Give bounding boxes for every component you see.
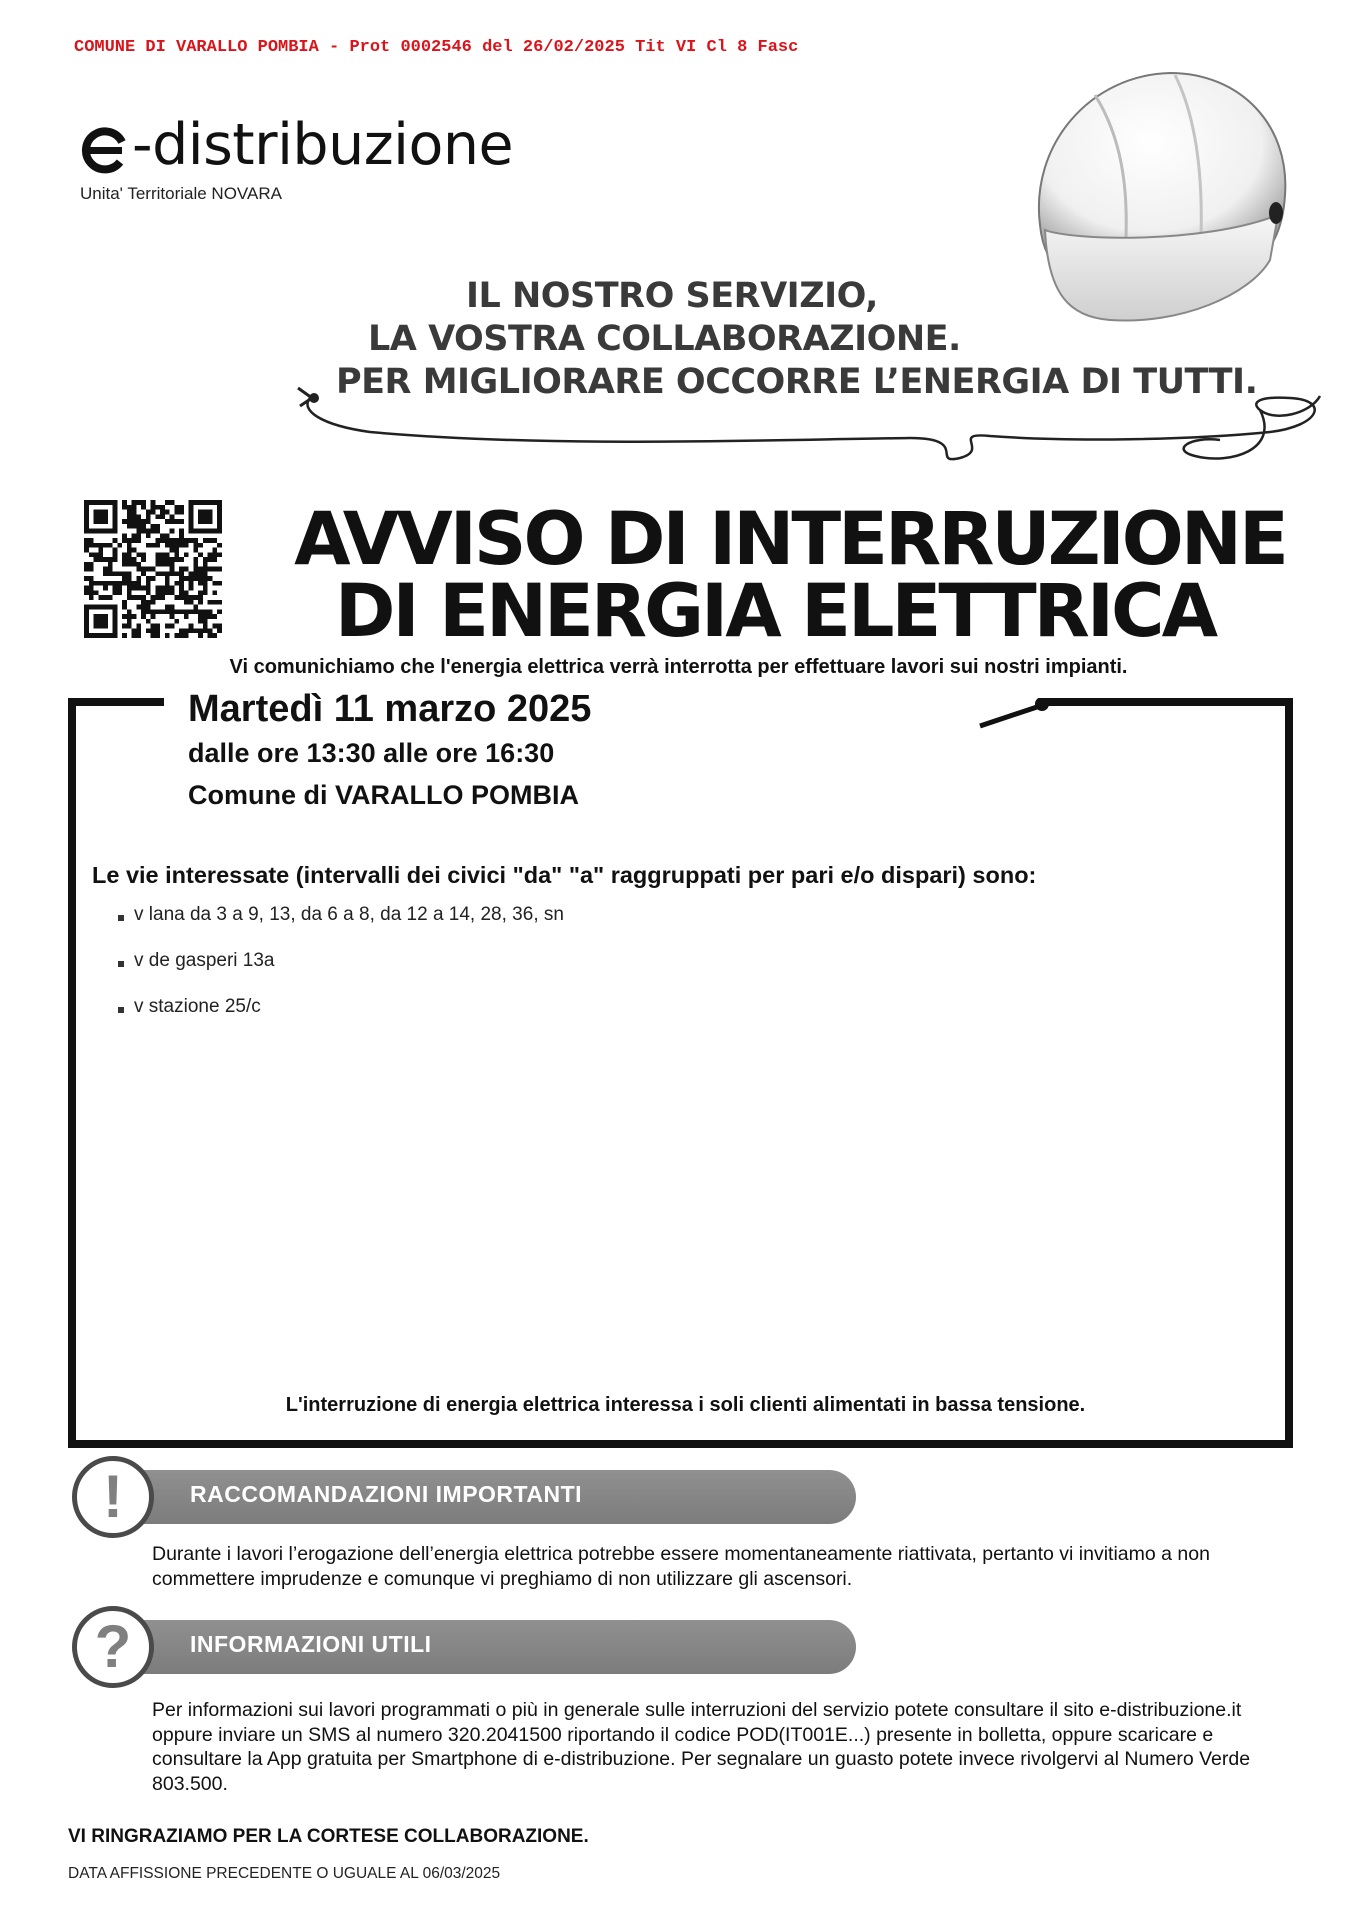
municipality: Comune di VARALLO POMBIA — [188, 780, 579, 810]
recommendations-text: Durante i lavori l’erogazione dell’energia elettrica potrebbe essere momentaneamente riattivata, pertanto vi invitiamo a non commettere imprudenze e comunque vi preghiamo di non utilizzare gli ascensori. — [152, 1543, 1210, 1590]
territorial-unit: Unita' Territoriale NOVARA — [80, 184, 282, 203]
slogan-line-3: PER MIGLIORARE OCCORRE L’ENERGIA DI TUTTI. — [336, 362, 1258, 402]
info-banner — [110, 1620, 856, 1674]
question-mark-icon: ? — [72, 1606, 154, 1688]
recommendations-banner — [110, 1470, 856, 1524]
exclamation-icon: ! — [72, 1456, 154, 1538]
recommendations-title: RACCOMANDAZIONI IMPORTANTI — [190, 1481, 583, 1507]
low-voltage-note: L'interruzione di energia elettrica interessa i soli clienti alimentati in bassa tensione. — [285, 1394, 1086, 1416]
interruption-date: Martedì 11 marzo 2025 — [188, 688, 592, 730]
e-distribuzione-logo — [78, 112, 528, 178]
logo-wordmark: -distribuzione — [132, 112, 514, 178]
street-item: v de gasperi 13a — [134, 950, 275, 971]
interruption-hours: dalle ore 13:30 alle ore 16:30 — [188, 738, 555, 768]
notice-title-line-2: DI ENERGIA ELETTRICA — [334, 569, 1216, 654]
info-title: INFORMAZIONI UTILI — [190, 1631, 432, 1657]
street-item: v lana da 3 a 9, 13, da 6 a 8, da 12 a 14, 28, 36, sn — [134, 904, 564, 925]
slogan-line-2: LA VOSTRA COLLABORAZIONE. — [368, 319, 961, 359]
streets-title: Le vie interessate (intervalli dei civici "da" "a" raggruppati per pari e/o dispari) sono: — [92, 862, 1037, 888]
power-cord-decoration — [290, 370, 1335, 470]
posting-date: DATA AFFISSIONE PRECEDENTE O UGUALE AL 06/03/2025 — [68, 1865, 501, 1882]
slogan-line-1: IL NOSTRO SERVIZIO, — [466, 276, 878, 316]
protocol-stamp: COMUNE DI VARALLO POMBIA - Prot 0002546 del 26/02/2025 Tit VI Cl 8 Fasc — [74, 38, 799, 57]
thanks-note: VI RINGRAZIAMO PER LA CORTESE COLLABORAZIONE. — [68, 1826, 589, 1847]
notice-title-line-1: AVVISO DI INTERRUZIONE — [294, 497, 1286, 582]
helmet-image — [1000, 55, 1300, 355]
info-text: Per informazioni sui lavori programmati o più in generale sulle interruzioni del servizio potete consultare il sito e-distribuzione.it oppure inviare un SMS al numero 320.2041500 riportando il codice POD(IT001E...) presente in bolletta, oppure scaricare e consultare la App gratuita per Smartphone di e-distribuzione. Per segnalare un guasto potete invece rivolgervi al Numero Verde 803.500. — [152, 1699, 1251, 1795]
notice-intro: Vi comunichiamo che l'energia elettrica verrà interrotta per effettuare lavori sui nostri impianti. — [229, 656, 1128, 678]
qr-code-icon — [84, 500, 222, 638]
e-logo-icon — [78, 122, 134, 178]
street-item: v stazione 25/c — [134, 996, 261, 1017]
